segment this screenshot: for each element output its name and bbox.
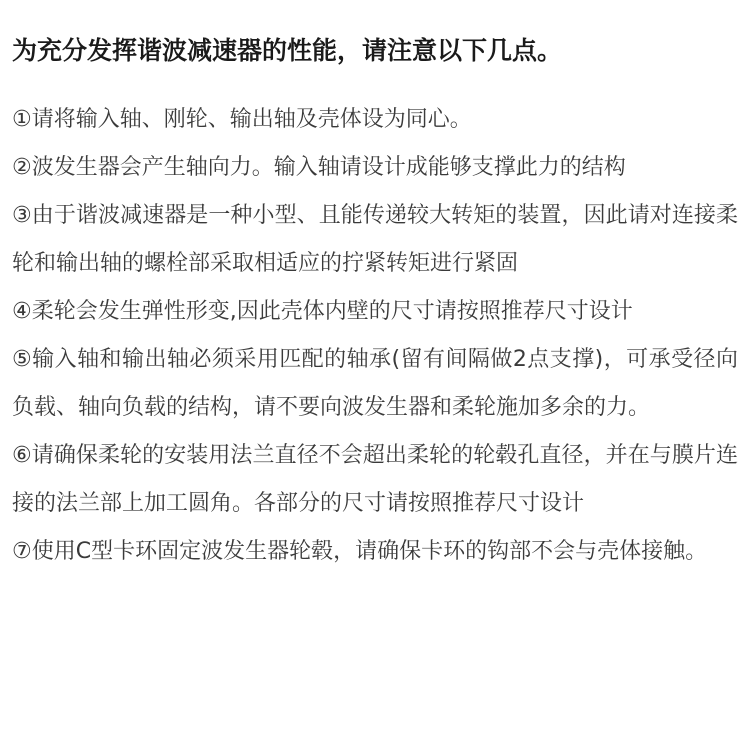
note-item-2: ②波发生器会产生轴向力。输入轴请设计成能够支撑此力的结构 <box>12 155 626 180</box>
note-item-5: ⑤输入轴和输出轴必须采用匹配的轴承(留有间隔做2点支撑)，可承受径向负载、轴向负载的结构，请不要向波发生器和柔轮施加多余的力。 <box>12 347 738 420</box>
note-item-7: ⑦使用C型卡环固定波发生器轮毂，请确保卡环的钩部不会与壳体接触。 <box>12 539 708 564</box>
note-item-6: ⑥请确保柔轮的安装用法兰直径不会超出柔轮的轮毂孔直径，并在与膜片连接的法兰部上加工圆角。各部分的尺寸请按照推荐尺寸设计 <box>12 443 738 516</box>
page-title: 为充分发挥谐波减速器的性能，请注意以下几点。 <box>12 36 563 65</box>
notes-list <box>12 96 738 576</box>
note-item-4: ④柔轮会发生弹性形变,因此壳体内壁的尺寸请按照推荐尺寸设计 <box>12 299 633 324</box>
note-item-3: ③由于谐波减速器是一种小型、且能传递较大转矩的装置，因此请对连接柔轮和输出轴的螺栓部采取相适应的拧紧转矩进行紧固 <box>12 203 738 276</box>
note-item-1: ①请将输入轴、刚轮、输出轴及壳体设为同心。 <box>12 107 472 132</box>
